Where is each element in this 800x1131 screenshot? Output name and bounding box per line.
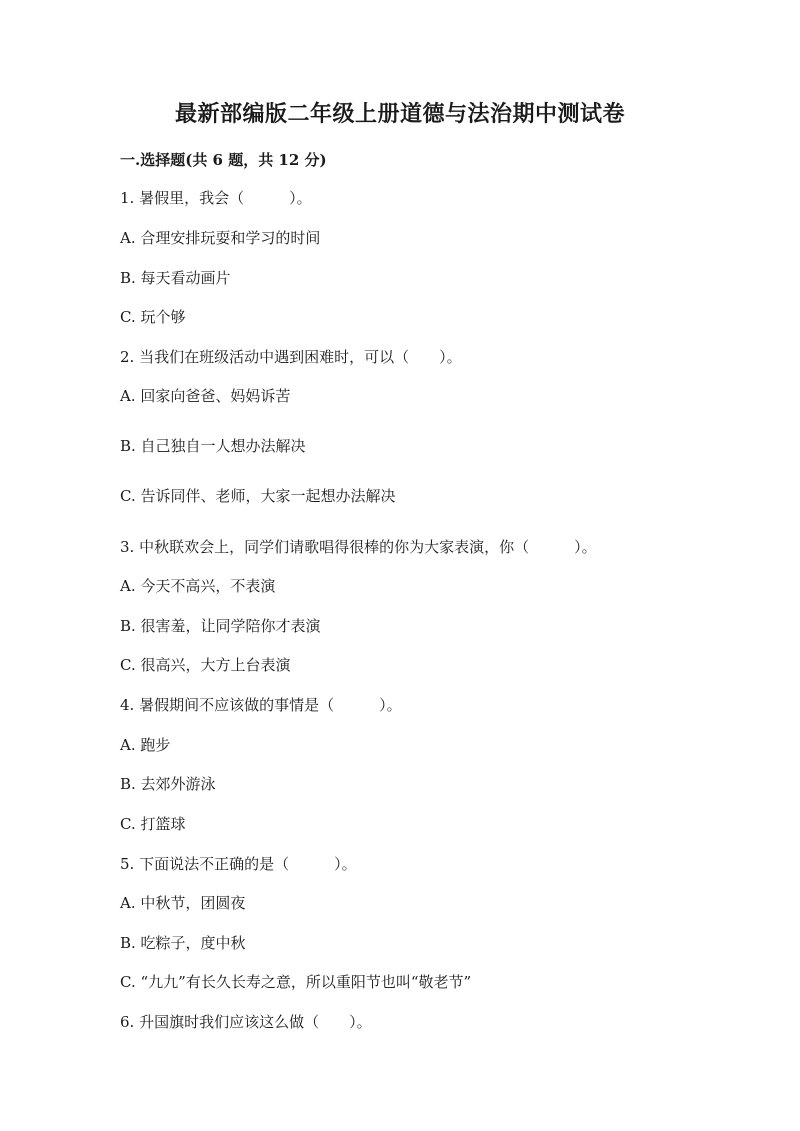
question-2-option-c: C. 告诉同伴、老师，大家一起想办法解决 — [120, 487, 396, 505]
question-1-option-b: B. 每天看动画片 — [120, 269, 231, 287]
question-2-option-b: B. 自己独自一人想办法解决 — [120, 437, 306, 455]
question-3-option-a: A. 今天不高兴，不表演 — [120, 577, 276, 595]
question-4-option-a: A. 跑步 — [120, 736, 171, 754]
question-1-stem: 1. 暑假里，我会（ ）。 — [120, 189, 312, 207]
question-3-option-c: C. 很高兴，大方上台表演 — [120, 656, 291, 674]
question-5-option-c: C. “九九”有长久长寿之意，所以重阳节也叫“敬老节” — [120, 973, 472, 991]
question-5-option-a: A. 中秋节，团圆夜 — [120, 894, 246, 912]
question-1-option-c: C. 玩个够 — [120, 308, 186, 326]
question-5-option-b: B. 吃粽子，度中秋 — [120, 934, 246, 952]
question-4-option-c: C. 打篮球 — [120, 815, 186, 833]
question-5-stem: 5. 下面说法不正确的是（ ）。 — [120, 855, 357, 873]
exam-title: 最新部编版二年级上册道德与法治期中测试卷 — [174, 101, 625, 127]
question-2-stem: 2. 当我们在班级活动中遇到困难时，可以（ ）。 — [120, 348, 462, 366]
question-6-stem: 6. 升国旗时我们应该这么做（ ）。 — [120, 1013, 372, 1031]
question-1-option-a: A. 合理安排玩耍和学习的时间 — [120, 229, 321, 247]
section-header: 一.选择题(共 6 题，共 12 分) — [120, 151, 327, 169]
question-3-stem: 3. 中秋联欢会上，同学们请歌唱得很棒的你为大家表演，你（ ）。 — [120, 538, 597, 556]
question-3-option-b: B. 很害羞，让同学陪你才表演 — [120, 617, 321, 635]
question-4-stem: 4. 暑假期间不应该做的事情是（ ）。 — [120, 696, 402, 714]
question-2-option-a: A. 回家向爸爸、妈妈诉苦 — [120, 387, 291, 405]
question-4-option-b: B. 去郊外游泳 — [120, 775, 216, 793]
